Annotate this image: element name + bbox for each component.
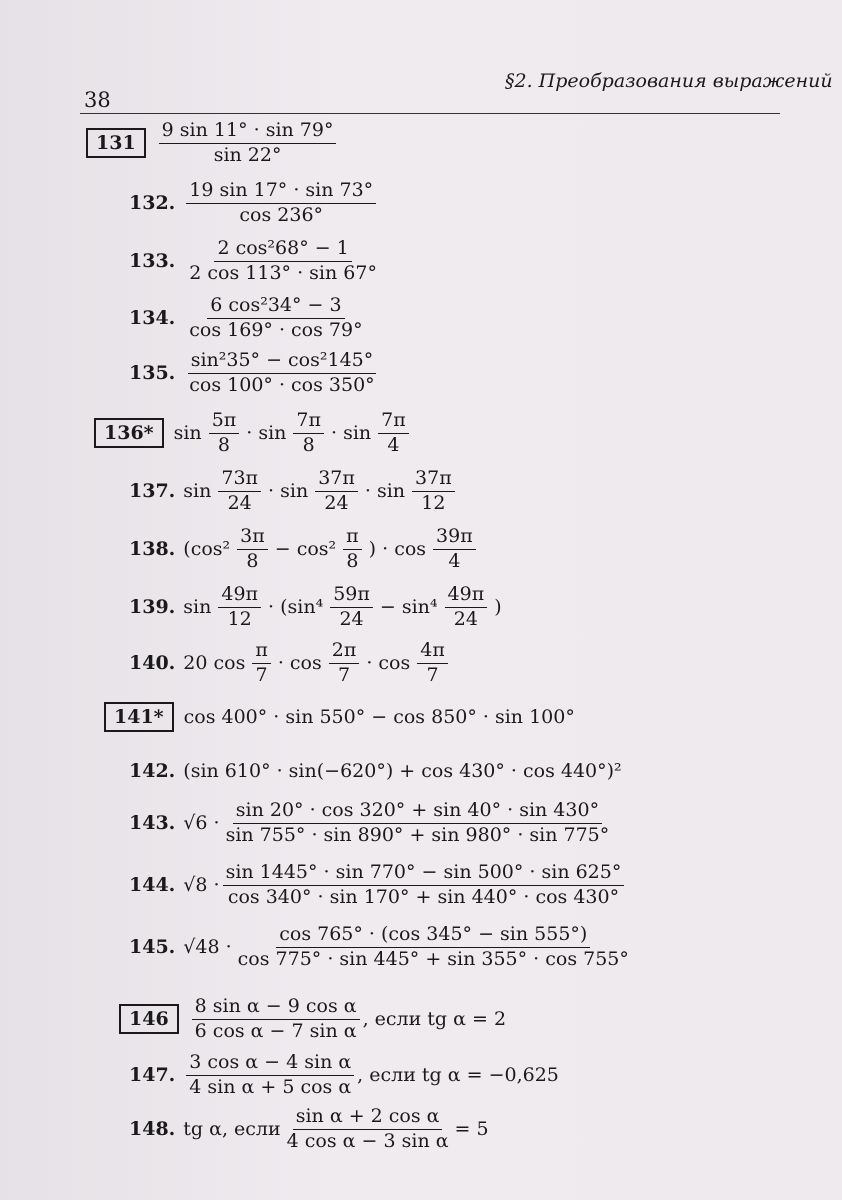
denominator: 2 cos 113° · sin 67° [189,261,377,284]
numerator: 73π [218,468,261,492]
problem-134 [129,295,369,342]
fraction [223,862,625,909]
fraction [186,295,365,342]
term: · sin [268,480,309,503]
fraction [218,584,261,631]
problem-number: 131 [86,128,146,158]
denominator: cos 340° · sin 170° + sin 440° · cos 430° [227,885,620,908]
problem-140 [129,640,451,687]
numerator: 9 sin 11° · sin 79° [159,120,337,144]
condition: = 5 [454,1118,489,1141]
problem-number: 142. [129,760,176,782]
problem-135 [129,350,381,397]
problem-number: 136* [94,418,164,448]
fraction [186,180,376,227]
fraction [186,238,380,285]
fraction [186,350,377,397]
problem-133 [129,238,383,285]
term: · cos [277,652,322,675]
problem-137 [129,468,458,515]
numerator: 2 cos²68° − 1 [214,238,351,262]
term: tg α, если [183,1118,281,1141]
denominator: 8 [346,549,359,572]
fraction [186,1052,354,1099]
problem-number: 135. [129,362,176,385]
fraction [223,800,613,847]
fraction [343,526,362,573]
term: √6 · [183,812,220,835]
fraction [252,640,271,687]
fraction [209,410,240,457]
denominator: 24 [324,491,349,514]
problem-148 [129,1106,489,1153]
condition: , если tg α = 2 [362,1008,507,1031]
problem-number: 143. [129,812,176,835]
problem-146 [119,996,506,1043]
numerator: π [343,526,362,550]
denominator: 4 sin α + 5 cos α [189,1075,352,1098]
denominator: 8 [302,433,315,456]
numerator: 8 sin α − 9 cos α [192,996,360,1020]
fraction [412,468,455,515]
numerator: sin α + 2 cos α [293,1106,443,1130]
problem-number: 147. [129,1064,176,1087]
term: · sin [364,480,406,503]
page-number: 38 [84,88,111,112]
numerator: 3 cos α − 4 sin α [186,1052,354,1076]
expression [183,640,451,687]
fraction [433,526,476,573]
denominator: cos 236° [239,203,324,226]
denominator: 8 [246,549,259,572]
fraction [284,1106,452,1153]
expression [174,410,412,457]
numerator: 7π [378,410,409,434]
denominator: 6 cos α − 7 sin α [194,1019,357,1042]
term: ) [494,596,502,619]
fraction [378,410,409,457]
fraction [159,120,337,167]
problem-number: 132. [129,192,176,215]
denominator: sin 755° · sin 890° + sin 980° · sin 775° [225,823,610,846]
denominator: 4 cos α − 3 sin α [286,1129,449,1152]
denominator: cos 775° · sin 445° + sin 355° · cos 755° [237,947,629,970]
denominator: 8 [217,433,231,456]
fraction [192,996,360,1043]
fraction [235,924,632,971]
problem-number: 145. [129,936,176,959]
problem-144 [129,862,627,909]
problem-136 [94,410,412,457]
fraction [417,640,448,687]
term: √8 · [183,874,220,897]
term: − sin⁴ [379,596,438,619]
denominator: 12 [421,491,446,514]
term: √48 · [183,936,232,959]
problem-number: 138. [129,538,176,561]
numerator: 19 sin 17° · sin 73° [186,180,376,204]
term: sin [183,596,212,619]
term: · sin [246,422,287,445]
problem-number: 146 [119,1004,179,1034]
numerator: 4π [417,640,448,664]
numerator: cos 765° · (cos 345° − sin 555°) [276,924,590,948]
denominator: 7 [337,663,351,686]
problem-142 [129,760,622,782]
problem-number: 137. [129,480,176,503]
denominator: 7 [255,663,268,686]
numerator: 49π [445,584,488,608]
fraction [315,468,358,515]
term: · cos [366,652,411,675]
term: sin [173,422,202,445]
numerator: 6 cos²34° − 3 [207,295,344,319]
problem-131 [86,120,339,167]
denominator: 24 [339,607,364,630]
denominator: cos 100° · cos 350° [189,373,375,396]
denominator: sin 22° [213,143,282,166]
numerator: sin²35° − cos²145° [188,350,377,374]
problem-number: 144. [129,874,176,897]
problem-147 [129,1052,559,1099]
problem-number: 140. [129,652,176,675]
term: · (sin⁴ [268,596,324,619]
problem-141 [104,702,575,732]
denominator: 7 [426,663,439,686]
numerator: sin 1445° · sin 770° − sin 500° · sin 625° [223,862,625,886]
numerator: 39π [433,526,476,550]
numerator: 59π [330,584,373,608]
header-rule [80,113,780,114]
denominator: 4 [448,549,461,572]
numerator: 49π [218,584,261,608]
problem-143 [129,800,615,847]
fraction [330,584,373,631]
condition: , если tg α = −0,625 [357,1064,559,1087]
numerator: 3π [237,526,268,550]
expression: cos 400° · sin 550° − cos 850° · sin 100° [183,706,575,728]
denominator: 4 [387,433,400,456]
problem-number: 139. [129,596,176,619]
numerator: 7π [293,410,324,434]
running-title: §2. Преобразования выражений [505,70,833,92]
denominator: cos 169° · cos 79° [189,318,363,341]
problem-138 [129,526,479,573]
denominator: 12 [227,607,252,630]
problem-139 [129,584,502,631]
problem-number: 148. [129,1118,176,1141]
fraction [293,410,324,457]
term: ) · cos [368,538,427,561]
expression [183,526,478,573]
problem-number: 133. [129,250,176,273]
expression: (sin 610° · sin(−620°) + cos 430° · cos 440°)² [183,760,622,782]
fraction [218,468,261,515]
numerator: 37π [315,468,358,492]
problem-number: 141* [104,702,174,732]
numerator: sin 20° · cos 320° + sin 40° · sin 430° [233,800,602,824]
numerator: 5π [209,410,240,434]
term: sin [183,480,212,503]
fraction [445,584,488,631]
denominator: 24 [227,491,252,514]
term: 20 cos [183,652,246,675]
fraction [237,526,268,573]
term: · sin [331,422,372,445]
problem-132 [129,180,379,227]
numerator: 37π [412,468,455,492]
denominator: 24 [453,607,478,630]
fraction [329,640,360,687]
problem-number: 134. [129,307,176,330]
term: (cos² [183,538,231,561]
problem-145 [129,924,635,971]
expression [183,468,457,515]
expression [183,584,501,631]
numerator: π [252,640,271,664]
numerator: 2π [329,640,360,664]
term: − cos² [274,538,337,561]
